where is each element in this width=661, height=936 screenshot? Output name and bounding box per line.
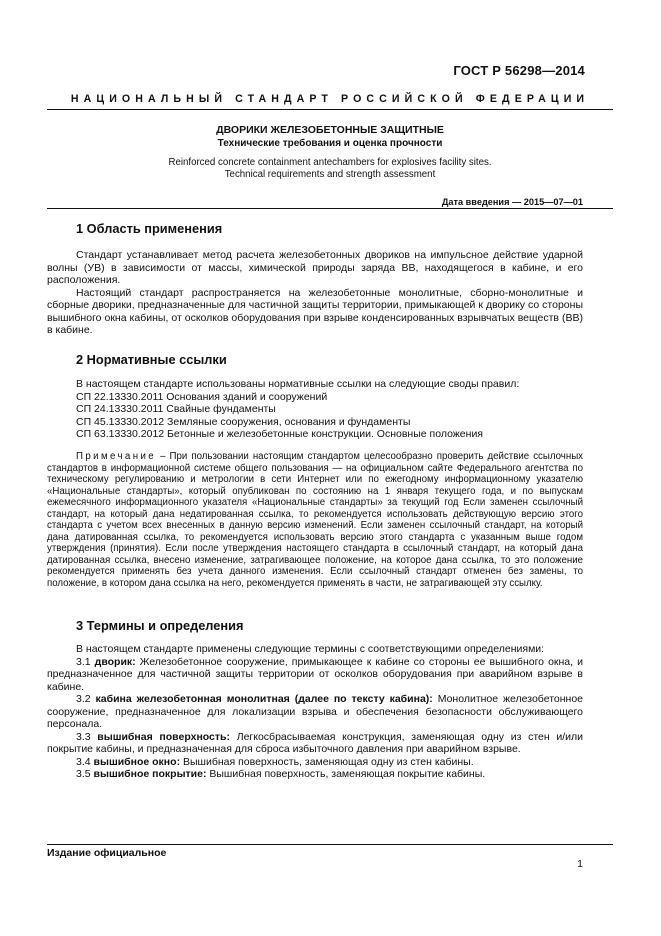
section-3-body: [47, 643, 583, 781]
term-number: 3.3: [76, 730, 98, 743]
term-number: 3.4: [76, 755, 94, 768]
term-definition: Монолитное железобетонное сооружение, предназначенное для локализации взрыва и обеспечения безопасности обслуживающего персонала.: [47, 693, 584, 730]
paragraph: Стандарт устанавливает метод расчета железобетонных двориков на импульсное действие ударной волны (УВ) в зависимости от массы, химической природы заряда ВВ, находящегося в кабине, и его расположения.: [47, 249, 583, 286]
term-number: 3.2: [76, 693, 96, 705]
term-name: кабина железобетонная монолитная (далее по тексту кабина):: [95, 693, 433, 705]
english-title-line-2: Technical requirements and strength assessment: [224, 169, 436, 180]
terms-intro: В настоящем стандарте применены следующие термины с соответствующими определениями:: [76, 643, 545, 655]
edition-label: Издание официальное: [47, 847, 167, 859]
term-name: дворик:: [94, 655, 136, 668]
term-name: вышибная поверхность:: [97, 730, 230, 743]
term-name: вышибное окно:: [93, 755, 181, 768]
section-3-heading: 3 Термины и определения: [76, 618, 244, 633]
term-number: 3.1: [76, 655, 95, 668]
term-definition: Легкосбрасываемая конструкция, заменяющая одну из стен и/или покрытие кабины, и предназначенная для сброса избыточного давления при аварийном взрыве.: [47, 730, 583, 755]
note-block: [47, 451, 583, 589]
section-2-heading: 2 Нормативные ссылки: [76, 352, 227, 367]
term-entry: [47, 768, 583, 781]
document-subtitle: Технические требования и оценка прочности: [217, 138, 443, 149]
term-definition: Вышибная поверхность, заменяющая одну из стен кабины.: [180, 755, 474, 768]
section-1-heading: 1 Область применения: [76, 221, 223, 236]
term-number: 3.5: [76, 768, 94, 780]
reference-item: СП 63.13330.2012 Бетонные и железобетонные конструкции. Основные положения: [76, 428, 483, 440]
header-divider: [47, 109, 613, 110]
national-standard-banner: НАЦИОНАЛЬНЫЙ СТАНДАРТ РОССИЙСКОЙ ФЕДЕРАЦИИ: [70, 93, 590, 105]
standard-code: ГОСТ Р 56298—2014: [453, 63, 585, 78]
term-entry: [47, 731, 583, 756]
english-title-line-1: Reinforced concrete containment antechambers for explosives facility sites.: [168, 157, 492, 168]
english-title: [47, 157, 613, 181]
paragraph: Настоящий стандарт распространяется на железобетонные монолитные, сборно-монолитные и сборные дворики, предназначенные для частичной защиты территории, примыкающей к дворику со стороны вышибного окна кабины, от осколков оборудования при взрыве конденсированных взрывчатых веществ (ВВ) в кабине.: [47, 286, 583, 336]
section-2-body: [47, 378, 583, 441]
note-label: Примечание: [76, 451, 157, 462]
footer-divider: [47, 844, 613, 845]
section-1-body: [47, 249, 583, 337]
date-divider: [47, 208, 613, 209]
page-number: 1: [577, 858, 583, 870]
term-definition: Вышибная поверхность, заменяющая покрытие кабины.: [206, 768, 486, 780]
introduction-date: Дата введения — 2015—07—01: [441, 197, 583, 207]
reference-item: СП 24.13330.2011 Свайные фундаменты: [76, 403, 276, 415]
term-entry: [47, 656, 583, 694]
note-text: – При пользовании настоящим стандартом целесообразно проверить действие ссылочных стандартов в информационной системе общего пользования — на официальном сайте Федерального агентства по техническому регулированию и метрологии в сети Интернет или по ежегодному информационному указателю «Национальные стандарты», который опубликован по состоянию на 1 января текущего года, и по выпускам ежемесячного информационного указателя «Национальные стандарты» за текущий год Если заменен ссылочный стандарт, на который дана недатированная ссылка, то рекомендуется использовать действующую версию этого стандарта с учетом всех внесенных в данную версию изменений. Если заменен ссылочный стандарт, на который дана датированная ссылка, то рекомендуется использовать версию этого стандарта с указанным выше годом утверждения (принятия). Если после утверждения настоящего стандарта в ссылочный стандарт, на который дана датированная ссылка, внесено изменение, затрагивающее положение, на которое дана ссылка, то это положение рекомендуется применять без учета данного изменения. Если ссылочный стандарт отменен без замены, то положение, в котором дана ссылка на него, рекомендуется применять в части, не затрагивающей эту ссылку.: [47, 451, 583, 589]
term-entry: [47, 756, 583, 769]
references-intro: В настоящем стандарте использованы нормативные ссылки на следующие своды правил:: [76, 378, 520, 390]
document-title: ДВОРИКИ ЖЕЛЕЗОБЕТОННЫЕ ЗАЩИТНЫЕ: [216, 124, 444, 136]
term-entry: [47, 693, 583, 731]
term-definition: Железобетонное сооружение, примыкающее к кабине со стороны ее вышибного окна, и предназначенное для частичной защиты территории от осколков оборудования при аварийном взрыве в кабине.: [47, 655, 583, 693]
reference-item: СП 45.13330.2012 Земляные сооружения, основания и фундаменты: [76, 415, 411, 428]
term-name: вышибное покрытие:: [93, 768, 207, 780]
reference-item: СП 22.13330.2011 Основания зданий и сооружений: [76, 390, 328, 403]
note-paragraph: [47, 451, 583, 589]
